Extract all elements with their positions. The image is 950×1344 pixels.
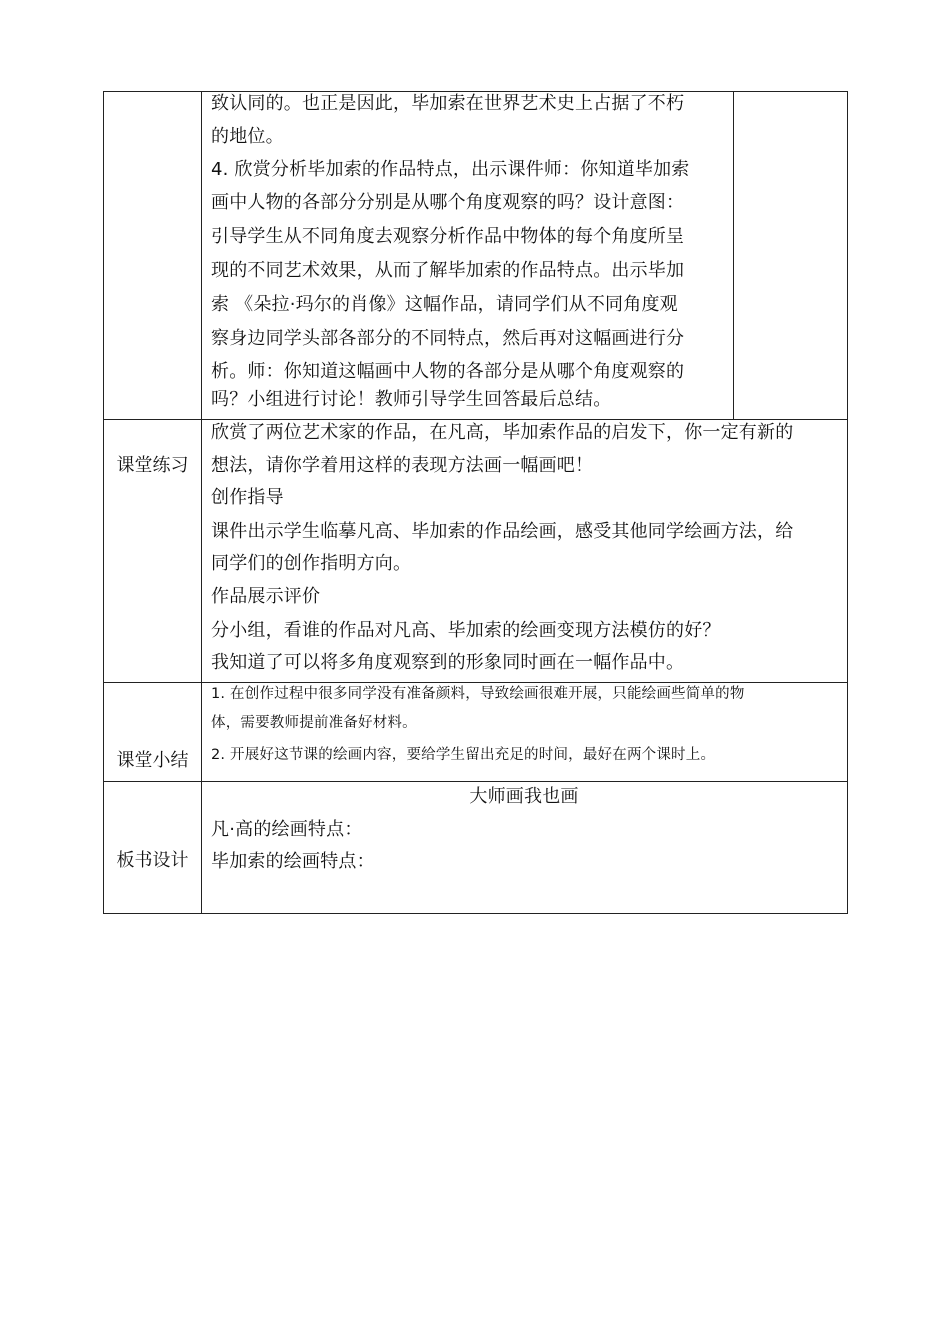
text-line: 创作指导 bbox=[211, 487, 284, 508]
text-line: 分小组，看谁的作品对凡高、毕加索的绘画变现方法模仿的好？ bbox=[211, 620, 721, 641]
text-line: 引导学生从不同角度去观察分析作品中物体的每个角度所呈 bbox=[211, 226, 685, 247]
text-line: 想法，请你学着用这样的表现方法画一幅画吧！ bbox=[211, 455, 594, 476]
row-divider bbox=[103, 419, 848, 420]
text-line: 课件出示学生临摹凡高、毕加索的作品绘画，感受其他同学绘画方法，给 bbox=[211, 521, 794, 542]
row-divider bbox=[103, 781, 848, 782]
text-line: 索 《朵拉·玛尔的肖像》这幅作品，请同学们从不同角度观 bbox=[211, 294, 678, 315]
row-label: 课堂小结 bbox=[116, 750, 189, 771]
text-line: 我知道了可以将多角度观察到的形象同时画在一幅作品中。 bbox=[211, 652, 685, 673]
text-line: 致认同的。也正是因此，毕加索在世界艺术史上占据了不朽 bbox=[211, 93, 685, 114]
text-line: 现的不同艺术效果，从而了解毕加索的作品特点。出示毕加 bbox=[211, 260, 685, 281]
blackboard-title: 大师画我也画 bbox=[469, 786, 579, 807]
text-line: 体，需要教师提前准备好材料。 bbox=[211, 715, 417, 731]
text-line: 2. 开展好这节课的绘画内容，要给学生留出充足的时间，最好在两个课时上。 bbox=[211, 747, 716, 763]
text-line: 同学们的创作指明方向。 bbox=[211, 553, 412, 574]
table-border-left bbox=[103, 91, 104, 914]
text-line: 毕加索的绘画特点： bbox=[211, 851, 375, 872]
text-line: 吗？小组进行讨论！教师引导学生回答最后总结。 bbox=[211, 389, 612, 410]
text-line: 1. 在创作过程中很多同学没有准备颜料，导致绘画很难开展，只能绘画些简单的物 bbox=[211, 686, 745, 702]
text-line: 察身边同学头部各部分的不同特点，然后再对这幅画进行分 bbox=[211, 328, 685, 349]
row-label: 课堂练习 bbox=[116, 455, 189, 476]
text-line: 的地位。 bbox=[211, 126, 284, 147]
text-line: 画中人物的各部分分别是从哪个角度观察的吗？设计意图： bbox=[211, 192, 685, 213]
table-border-top bbox=[103, 91, 848, 92]
text-line: 凡·高的绘画特点： bbox=[211, 819, 363, 840]
table-border-bottom bbox=[103, 913, 848, 914]
text-line: 析。师：你知道这幅画中人物的各部分是从哪个角度观察的 bbox=[211, 361, 685, 382]
text-line: 欣赏了两位艺术家的作品，在凡高，毕加索作品的启发下，你一定有新的 bbox=[211, 422, 794, 443]
text-line: 作品展示评价 bbox=[211, 586, 321, 607]
text-line: 4. 欣赏分析毕加索的作品特点，出示课件师：你知道毕加索 bbox=[211, 159, 690, 180]
row-label: 板书设计 bbox=[116, 850, 189, 871]
column-divider-notes bbox=[733, 91, 734, 419]
table-border-right bbox=[847, 91, 848, 914]
